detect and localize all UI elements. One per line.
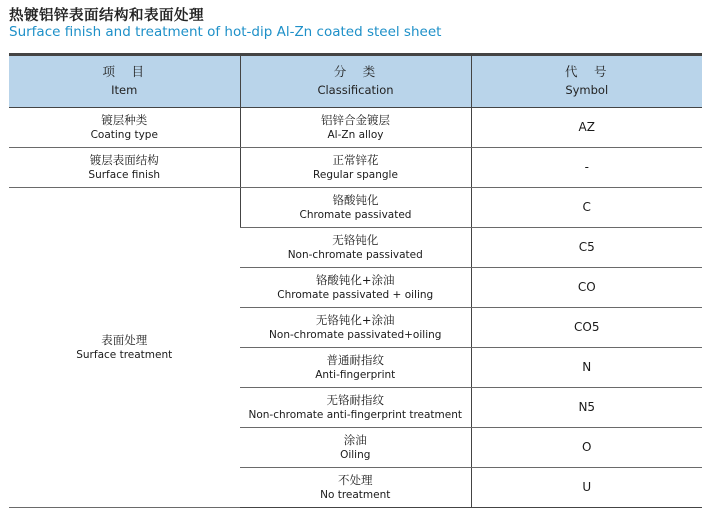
classification-en: Non-chromate passivated+oiling	[269, 329, 442, 342]
classification-en: Anti-fingerprint	[315, 369, 396, 382]
header-label-en: Item	[111, 83, 138, 98]
symbol-cell: O	[471, 428, 702, 468]
symbol-cell: N5	[471, 388, 702, 428]
classification-en: Regular spangle	[313, 169, 398, 182]
classification-en: Oiling	[340, 449, 371, 462]
table-row	[9, 188, 702, 228]
classification-cell	[240, 428, 471, 468]
header-label-cn: 项 目	[102, 64, 146, 80]
classification-cn: 无铬耐指纹	[326, 392, 384, 407]
classification-cell	[240, 388, 471, 428]
table-row	[9, 108, 702, 148]
classification-en: Chromate passivated + oiling	[277, 289, 434, 302]
symbol-cell: N	[471, 348, 702, 388]
classification-en: Non-chromate passivated	[287, 249, 423, 262]
classification-cn: 无铬钝化+涂油	[315, 312, 395, 327]
table-header-row	[9, 55, 702, 108]
classification-cell	[240, 188, 471, 228]
classification-cell	[240, 348, 471, 388]
classification-cn: 正常锌花	[332, 152, 379, 167]
item-label-en: Surface treatment	[76, 349, 173, 362]
classification-cn: 铬酸钝化+涂油	[315, 272, 395, 287]
classification-cell	[240, 108, 471, 148]
symbol-cell: U	[471, 468, 702, 508]
symbol-cell: CO5	[471, 308, 702, 348]
item-cell	[9, 148, 240, 188]
header-item	[9, 55, 240, 108]
classification-en: Non-chromate anti-fingerprint treatment	[248, 409, 463, 422]
classification-en: Al-Zn alloy	[327, 129, 384, 142]
header-label-cn: 分 类	[333, 64, 378, 80]
spec-table	[9, 53, 702, 508]
classification-cn: 无铬钝化	[332, 232, 379, 247]
symbol-cell: -	[471, 148, 702, 188]
classification-cell	[240, 268, 471, 308]
classification-cn: 铬酸钝化	[332, 192, 379, 207]
item-cell	[9, 188, 240, 508]
symbol-cell: AZ	[471, 108, 702, 148]
header-label-en: Symbol	[565, 83, 609, 98]
item-label-cn: 镀层表面结构	[89, 152, 159, 167]
classification-cell	[240, 308, 471, 348]
classification-cell	[240, 228, 471, 268]
classification-en: No treatment	[320, 489, 391, 502]
classification-cn: 铝锌合金镀层	[321, 112, 390, 127]
classification-cn: 普通耐指纹	[326, 352, 384, 367]
classification-cn: 涂油	[343, 432, 367, 447]
page-subtitle: Surface finish and treatment of hot-dip Al-Zn coated steel sheet	[9, 24, 442, 40]
header-symbol	[471, 55, 702, 108]
item-cell	[9, 108, 240, 148]
symbol-cell: C	[471, 188, 702, 228]
header-label-en: Classification	[317, 83, 394, 98]
classification-cell	[240, 468, 471, 508]
item-label-en: Coating type	[90, 129, 158, 142]
item-label-cn: 镀层种类	[101, 112, 148, 127]
item-label-en: Surface finish	[88, 169, 161, 182]
classification-cn: 不处理	[338, 472, 373, 487]
classification-cell	[240, 148, 471, 188]
header-classification	[240, 55, 471, 108]
page-title: 热镀铝锌表面结构和表面处理	[9, 8, 204, 24]
symbol-cell: C5	[471, 228, 702, 268]
symbol-cell: CO	[471, 268, 702, 308]
table-row	[9, 148, 702, 188]
item-label-cn: 表面处理	[101, 332, 148, 347]
header-label-cn: 代 号	[564, 64, 609, 80]
classification-en: Chromate passivated	[299, 209, 412, 222]
